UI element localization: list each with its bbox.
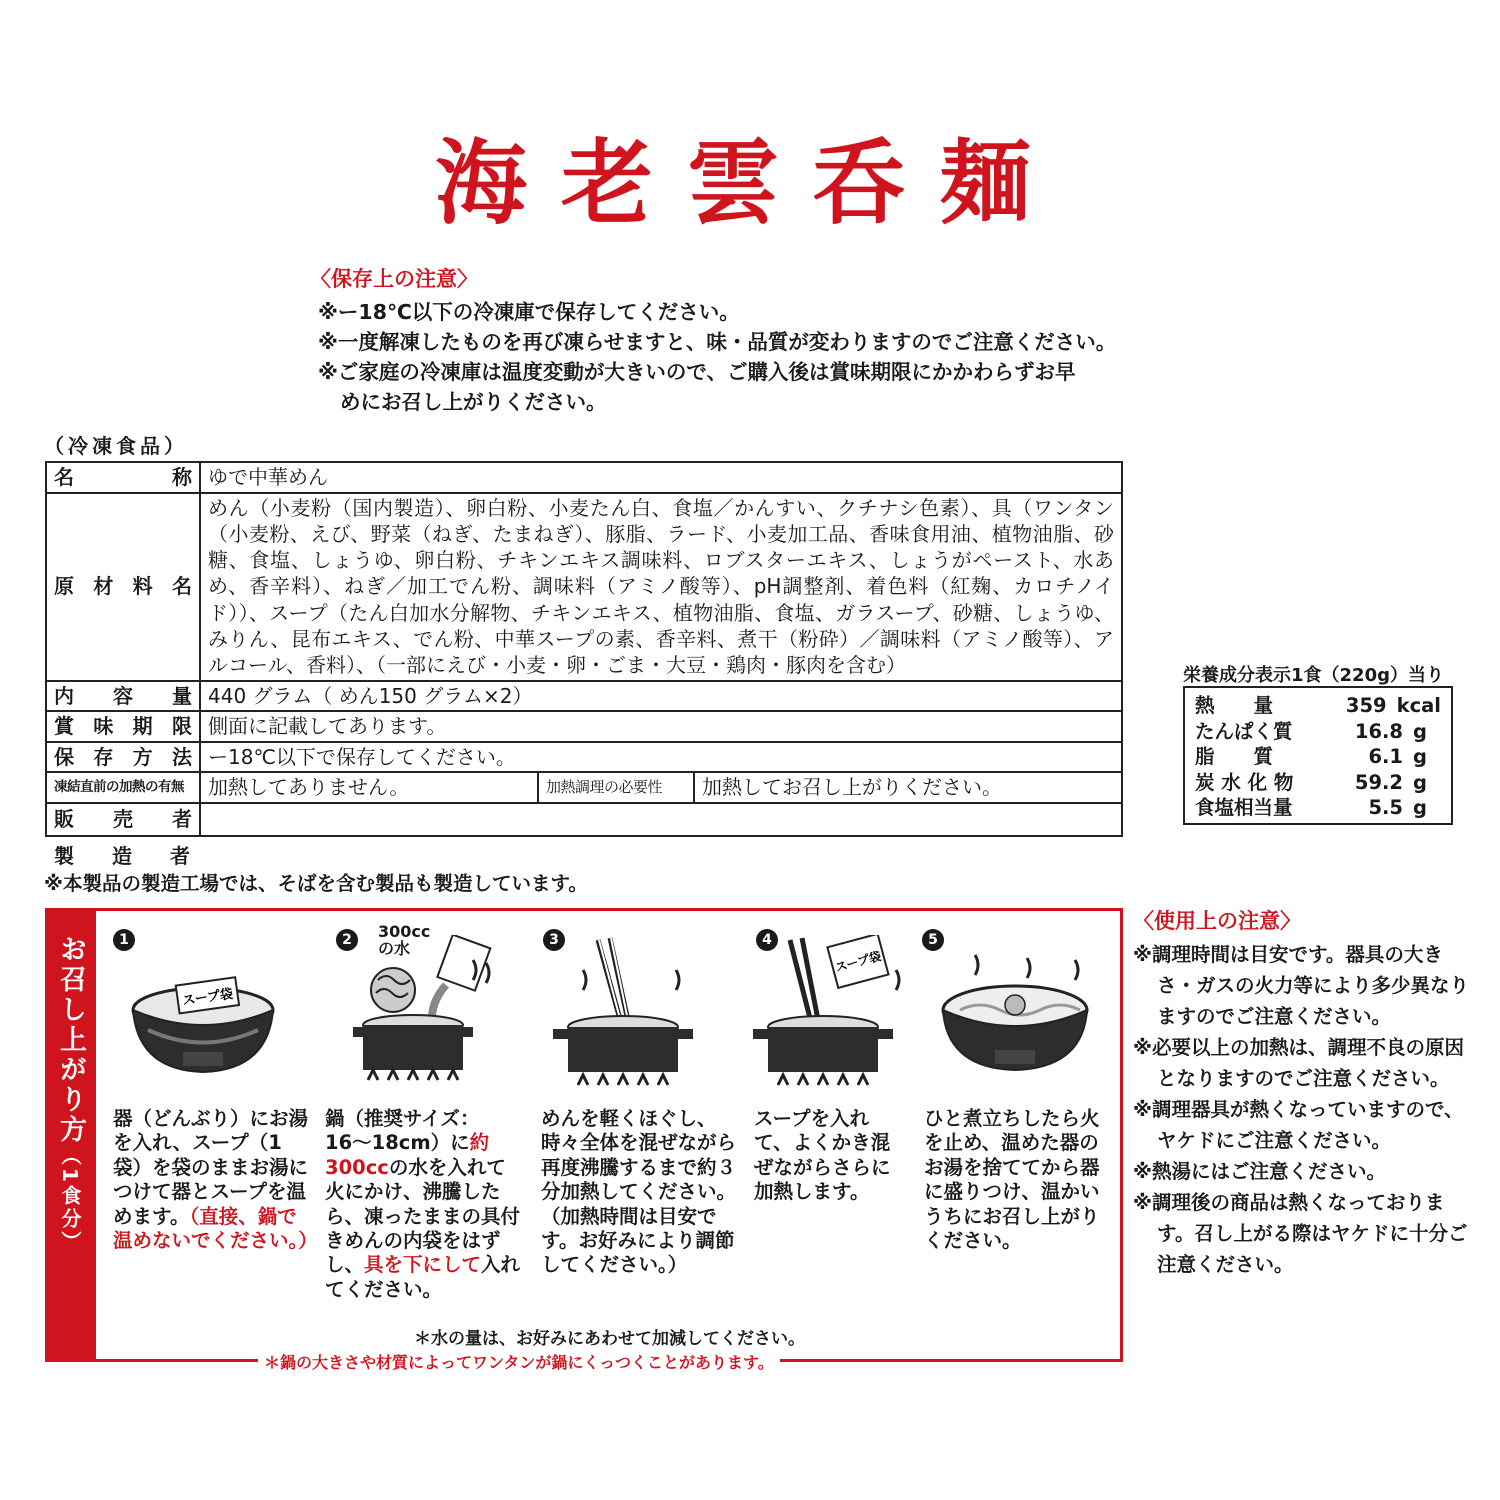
name-value: ゆで中華めん bbox=[200, 462, 1122, 493]
step-1-text bbox=[113, 1107, 318, 1253]
product-title: 海老雲呑麺 bbox=[434, 129, 1065, 237]
step-highlight-text: 具を下にして bbox=[364, 1253, 482, 1277]
storage-method-label: 保 存 方 法 bbox=[46, 742, 200, 773]
best-before-value: 側面に記載してあります。 bbox=[200, 711, 1122, 742]
pot-with-water-illustration bbox=[348, 935, 498, 1095]
table-row bbox=[46, 803, 1122, 836]
step-warning-text: （直接、鍋で温めないでください。） bbox=[113, 1204, 318, 1253]
step-number-3: 3 bbox=[543, 929, 565, 951]
usage-line: ※調理後の商品は熱くなっております。召し上がる際はヤケドに十分ご注意ください。 bbox=[1133, 1191, 1468, 1276]
nutrient-name: たんぱく質 bbox=[1195, 719, 1293, 743]
contents-value: 440 グラム（ めん150 グラム×2） bbox=[200, 681, 1122, 712]
factory-note: ※本製品の製造工場では、そばを含む製品も製造しています。 bbox=[44, 872, 588, 895]
usage-line: ※調理器具が熱くなっていますので、ヤケドにご注意ください。 bbox=[1133, 1098, 1464, 1152]
pot-with-chopsticks-illustration bbox=[548, 935, 698, 1095]
table-row bbox=[46, 462, 1122, 493]
storage-line: ※一度解凍したものを再び凍らせますと、味・品質が変わりますのでご注意ください。 bbox=[318, 330, 1117, 354]
ingredients-label: 原 材 料 名 bbox=[46, 493, 200, 681]
nutrient-value: 16.8 bbox=[1354, 719, 1403, 743]
table-row bbox=[46, 493, 1122, 681]
step-4-text: スープを入れて、よくかき混ぜながらさらに加熱します。 bbox=[754, 1107, 891, 1204]
step-text-part: 鍋（推奨サイズ：16〜18cm）に bbox=[325, 1107, 480, 1155]
usage-line: ※熱湯にはご注意ください。 bbox=[1133, 1160, 1386, 1183]
best-before-label: 賞 味 期 限 bbox=[46, 711, 200, 742]
nutrition-row bbox=[1195, 693, 1441, 719]
preheat-value: 加熱してありません。 bbox=[200, 772, 538, 803]
table-row bbox=[46, 711, 1122, 742]
nutrition-row bbox=[1195, 770, 1441, 796]
usage-line: ※必要以上の加熱は、調理不良の原因となりますのでご注意ください。 bbox=[1133, 1036, 1464, 1090]
product-info-table bbox=[45, 461, 1123, 837]
preheat-label: 凍結直前の加熱の有無 bbox=[46, 772, 200, 803]
frozen-food-label: （冷凍食品） bbox=[44, 434, 188, 458]
storage-line: ※ー18℃以下の冷凍庫で保存してください。 bbox=[318, 300, 740, 324]
step-number-4: 4 bbox=[756, 929, 778, 951]
seller-value bbox=[200, 803, 1122, 836]
step-3-text: めんを軽くほぐし、時々全体を混ぜながら再度沸騰するまで約３分加熱してください。（加熱時間は目安です。お好みにより調節してください。） bbox=[541, 1107, 737, 1277]
nutrition-row bbox=[1195, 719, 1441, 745]
wonton-stick-warning: ＊鍋の大きさや材質によってワンタンが鍋にくっつくことがあります。 bbox=[258, 1350, 780, 1373]
table-row bbox=[46, 772, 1122, 803]
cook-need-label: 加熱調理の必要性 bbox=[538, 772, 694, 803]
nutrient-value: 359 bbox=[1345, 694, 1387, 717]
name-label: 名 称 bbox=[46, 462, 200, 493]
maker-label: 製 造 者 bbox=[54, 844, 190, 868]
finished-bowl-illustration bbox=[935, 950, 1095, 1080]
seller-label: 販 売 者 bbox=[46, 803, 200, 836]
nutrient-name: 食塩相当量 bbox=[1195, 796, 1293, 820]
howto-title-text: お召し上がり方 bbox=[55, 935, 86, 1145]
table-row bbox=[46, 681, 1122, 712]
nutrient-unit: g bbox=[1413, 770, 1427, 794]
soup-bag-label: スープ袋 bbox=[833, 949, 883, 975]
nutrient-name: 脂 質 bbox=[1195, 745, 1274, 769]
howto-subtitle: （1食分） bbox=[58, 1145, 82, 1254]
nutrient-unit: g bbox=[1413, 796, 1427, 820]
nutrient-value: 59.2 bbox=[1354, 770, 1403, 794]
nutrient-value: 6.1 bbox=[1368, 745, 1403, 769]
soup-bag-label: スープ袋 bbox=[181, 986, 234, 1009]
table-row bbox=[46, 742, 1122, 773]
usage-heading: 〈使用上の注意〉 bbox=[1133, 909, 1301, 933]
step-5-text: ひと煮立ちしたら火を止め、温めた器のお湯を捨ててから器に盛りつけ、温かいうちにお召し上がりください。 bbox=[924, 1107, 1100, 1253]
nutrition-caption: 栄養成分表示1食（220g）当り bbox=[1183, 665, 1444, 686]
nutrient-name: 炭 水 化 物 bbox=[1195, 770, 1294, 794]
storage-line: めにお召し上がりください。 bbox=[340, 390, 607, 414]
storage-notes bbox=[310, 263, 1198, 417]
cook-need-value: 加熱してお召し上がりください。 bbox=[694, 772, 1122, 803]
nutrient-unit: g bbox=[1413, 719, 1427, 743]
water-amount-note: ＊水の量は、お好みにあわせて加減してください。 bbox=[414, 1329, 805, 1349]
contents-label: 内 容 量 bbox=[46, 681, 200, 712]
step-highlight-text: 約300cc bbox=[325, 1131, 490, 1179]
step-number-5: 5 bbox=[922, 929, 944, 951]
nutrition-table bbox=[1183, 686, 1453, 825]
nutrition-row bbox=[1195, 744, 1441, 770]
step-text-part: の水を入れて火にかけ、沸騰したら、凍ったままの具付きめんの内袋をはずし、 bbox=[325, 1155, 521, 1277]
usage-line: ※調理時間は目安です。器具の大きさ・ガスの火力等により多少異なりますのでご注意ください。 bbox=[1133, 943, 1470, 1028]
nutrient-unit: g bbox=[1413, 745, 1427, 769]
storage-method-value: ー18℃以下で保存してください。 bbox=[200, 742, 1122, 773]
pot-with-soup-illustration bbox=[748, 935, 918, 1095]
step-number-1: 1 bbox=[113, 929, 135, 951]
water-amount-label: 300cc の水 bbox=[378, 922, 431, 958]
bowl-illustration bbox=[128, 960, 278, 1080]
step-number-2: 2 bbox=[336, 929, 358, 951]
nutrient-unit: kcal bbox=[1396, 694, 1441, 717]
step-2-text bbox=[325, 1107, 523, 1302]
storage-line: ※ご家庭の冷凍庫は温度変動が大きいので、ご購入後は賞味期限にかかわらずお早 bbox=[318, 360, 1076, 384]
nutrient-name: 熱 量 bbox=[1195, 694, 1274, 717]
ingredients-value: めん（小麦粉（国内製造）、卵白粉、小麦たん白、食塩／かんすい、クチナシ色素）、具（ワンタン（小麦粉、えび、野菜（ねぎ、たまねぎ）、豚脂、ラード、小麦加工品、香味食用油、植物油脂、砂糖、食塩、しょうゆ、卵白粉、チキンエキス調味料、ロブスターエキス、しょうがペースト、水あめ、香辛料）、ねぎ／加工でん粉、調味料（アミノ酸等）、pH調整剤、着色料（紅麹、カロチノイド））、スープ（たん白加水分解物、チキンエキス、植物油脂、食塩、ガラスープ、砂糖、しょうゆ、みりん、昆布エキス、でん粉、中華スープの素、香辛料、煮干（粉砕）／調味料（アミノ酸等）、アルコール、香料）、（一部にえび・小麦・卵・ごま・大豆・鶏肉・豚肉を含む） bbox=[200, 493, 1122, 681]
nutrient-value: 5.5 bbox=[1368, 796, 1403, 820]
usage-notes bbox=[1133, 905, 1473, 1280]
step-text-part: 入れてください。 bbox=[325, 1253, 521, 1301]
nutrition-row bbox=[1195, 795, 1441, 821]
storage-heading: 〈保存上の注意〉 bbox=[310, 267, 478, 291]
howto-title bbox=[45, 935, 96, 1254]
step-text-part: 器（どんぶり）にお湯を入れ、スープ（1袋）を袋のままお湯につけて器とスープを温めます。 bbox=[113, 1107, 309, 1228]
